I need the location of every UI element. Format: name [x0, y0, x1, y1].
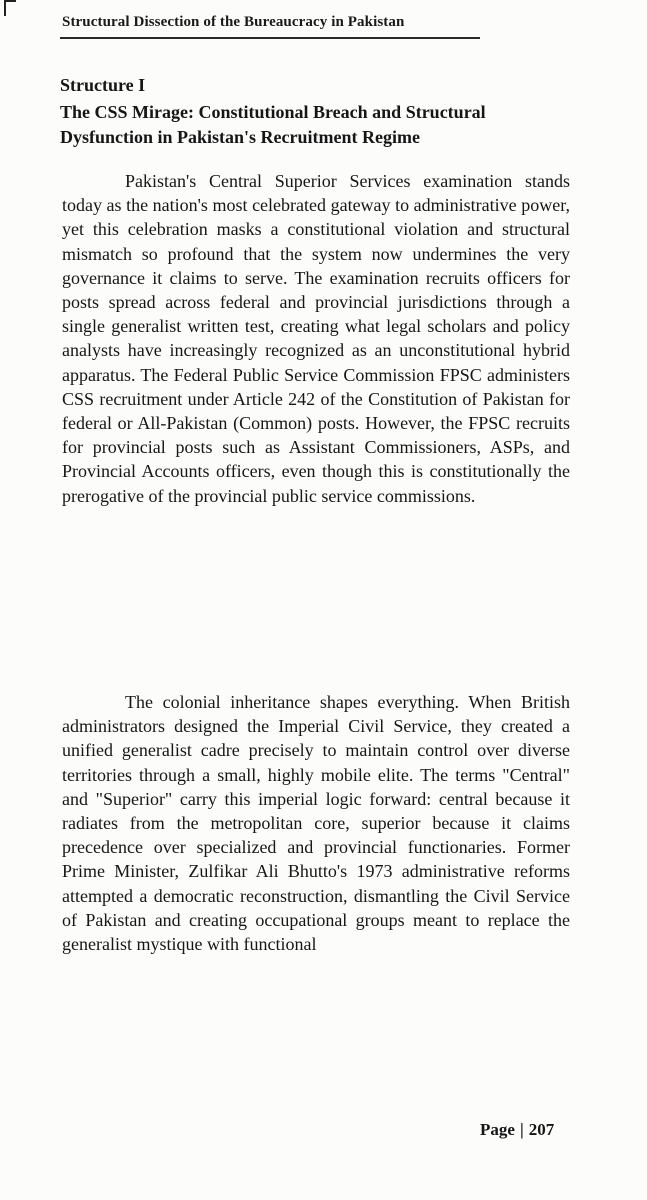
crop-mark: [4, 0, 16, 16]
page-number-value: 207: [528, 1120, 555, 1139]
header-rule: [60, 37, 480, 39]
body-paragraph-1: Pakistan's Central Superior Services examination stands today as the nation's most celebrated gateway to administrative power, yet this celebration masks a constitutional violation and structural mismatch so profound that the system now undermines the very governance it claims to serve. The examination recruits officers for posts spread across federal and provincial jurisdictions through a single generalist written test, creating what legal scholars and policy analysts have increasingly recognized as an unconstitutional hybrid apparatus. The Federal Public Service Commission FPSC administers CSS recruitment under Article 242 of the Constitution of Pakistan for federal or All-Pakistan (Common) posts. However, the FPSC recruits for provincial posts such as Assistant Commissioners, ASPs, and Provincial Accounts officers, even though this is constitutionally the prerogative of the provincial public service commissions.: [62, 171, 570, 506]
running-header: Structural Dissection of the Bureaucracy in Pakistan: [62, 14, 405, 30]
structure-label: Structure I: [60, 75, 146, 95]
page-label: Page: [480, 1120, 515, 1139]
page-number: [480, 1120, 554, 1140]
body-paragraph-2: The colonial inheritance shapes everything. When British administrators designed the Imperial Civil Service, they created a unified generalist cadre precisely to maintain control over diverse territories through a small, highly mobile elite. The terms "Central" and "Superior" carry this imperial logic forward: central because it radiates from the metropolitan core, superior because it claims precedence over specialized and provincial functionaries. Former Prime Minister, Zulfikar Ali Bhutto's 1973 administrative reforms attempted a democratic reconstruction, dismantling the Civil Service of Pakistan and creating occupational groups meant to replace the generalist mystique with functional: [62, 692, 570, 955]
chapter-title: The CSS Mirage: Constitutional Breach and Structural Dysfunction in Pakistan's Recruitment Regime: [60, 102, 486, 147]
page-separator: |: [519, 1120, 524, 1139]
